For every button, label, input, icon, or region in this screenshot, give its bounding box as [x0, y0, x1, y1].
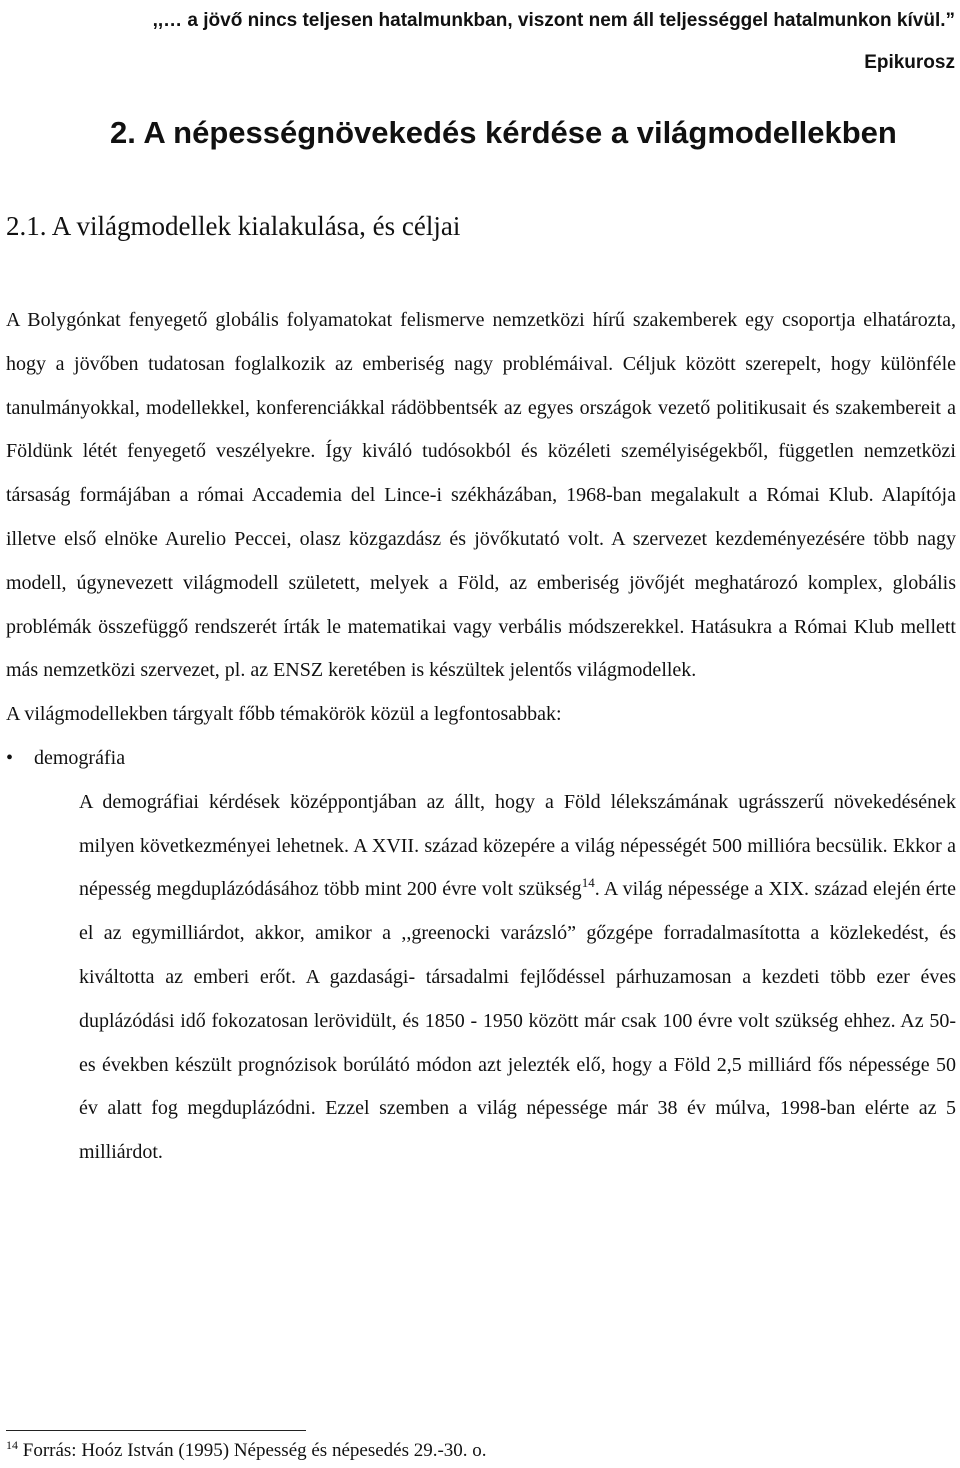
footnote-text: Forrás: Hoóz István (1995) Népesség és népesedés 29.-30. o. — [22, 1440, 487, 1461]
epigraph-author: Epikurosz — [864, 52, 955, 73]
footnote — [6, 1437, 487, 1465]
footnote-number: 14 — [6, 1438, 18, 1452]
paragraph-world-models: A Bolygónkat fenyegető globális folyamatokat felismerve nemzetközi hírű szakemberek egy csoportja elhatározta, hogy a jövőben tudatosan foglalkozik az emberiség nagy problémáival. Céljuk között szerepelt, hogy különféle tanulmányokkal, modellekkel, konferenciákkal rádöbbentsék az egyes országok vezető politikusait és szakembereit a Földünk létét fenyegető veszélyekre. Így kiváló tudósokból és közéleti személyiségekből, független nemzetközi társaság formájában a római Accademia del Lince-i székházában, 1968-ban megalakult a Római Klub. Alapítója illetve első elnöke Aurelio Peccei, olasz közgazdász és jövőkutató volt. A szervezet kezdeményezésére több nagy modell, úgynevezett világmodell született, melyek a Föld, az emberiség jövőjét meghatározó komplex, globális problémák összefüggő rendszerét írták le matematikai vagy verbális módszerekkel. Hatásukra a Római Klub mellett más nemzetközi szervezet, pl. az ENSZ keretében is készültek jelentős világmodellek. — [6, 309, 956, 682]
epigraph — [153, 0, 955, 84]
list-item — [6, 737, 956, 781]
demography-text-part-2: . A világ népessége a XIX. század elején érte el az egymilliárdot, akkor, amikor a ,,greenocki varázsló” gőzgépe forradalmasította a közlekedést, és kiváltotta az emberi erőt. A gazdasági- társadalmi fejlődéssel párhuzamosan a kezdeti több ezer éves duplázódási idő fokozatosan lerövidült, és 1850 - 1950 között már csak 100 évre volt szükség ehhez. Az 50-es években készült prognózisok borúlátó módon azt jelezték elő, hogy a Föld 2,5 milliárd fős népessége 50 év alatt fog megduplázódni. Ezzel szemben a világ népessége már 38 év múlva, 1998-ban elérte az 5 milliárdot. — [79, 878, 956, 1164]
section-title: 2.1. A világmodellek kialakulása, és céljai — [6, 211, 461, 241]
paragraph-demography — [79, 781, 956, 1175]
footnote-reference[interactable]: 14 — [581, 875, 595, 891]
list-item-label: demográfia — [34, 746, 126, 769]
list-intro: A világmodellekben tárgyalt főbb témakörök közül a legfontosabbak: — [6, 703, 562, 726]
chapter-title: 2. A népességnövekedés kérdése a világmodellekben — [110, 115, 897, 150]
bullet-icon: • — [6, 746, 14, 769]
body-text — [6, 299, 956, 1175]
epigraph-quote: ,,… a jövő nincs teljesen hatalmunkban, viszont nem áll teljességgel hatalmunkon kívül.” — [152, 10, 955, 31]
footnote-divider — [6, 1430, 306, 1431]
demography-text-part-1: A demográfiai kérdések középpontjában az állt, hogy a Föld lélekszámának ugrásszerű növekedésének milyen következményei lehetnek. A XVII. század közepére a világ népességét 500 millióra becsülik. Ekkor a népesség megduplázódásához több mint 200 évre volt szükség — [79, 790, 956, 901]
